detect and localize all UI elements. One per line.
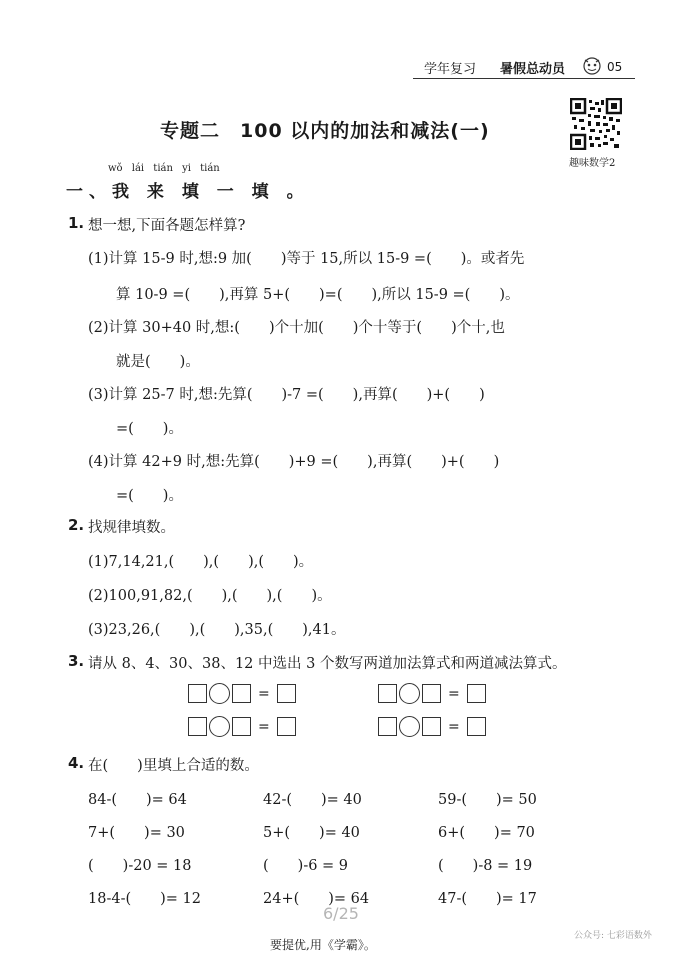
equals-sign: = [448, 685, 460, 702]
mascot-icon [580, 54, 604, 78]
qr-code-icon[interactable] [570, 98, 622, 150]
blank-box[interactable] [277, 717, 296, 736]
q4-number: 4. [68, 754, 85, 772]
section-pinyin: wǒ lái tián yi tián [108, 163, 220, 174]
blank-box[interactable] [232, 684, 251, 703]
blank-box[interactable] [378, 684, 397, 703]
q1-line-7: (4)计算 42+9 时,想:先算( )+9 =( ),再算( )+( ) [88, 454, 500, 470]
q2-line-2: (2)100,91,82,( ),( ),( )。 [88, 588, 332, 604]
qr-caption: 趣味数学2 [569, 158, 616, 169]
operator-circle[interactable] [399, 716, 420, 737]
q1-line-3: (2)计算 30+40 时,想:( )个十加( )个十等于( )个十,也 [88, 320, 505, 336]
q4-item: 6+( )= 70 [438, 825, 535, 841]
q1-line-6: =( )。 [116, 421, 183, 437]
blank-box[interactable] [378, 717, 397, 736]
operator-circle[interactable] [399, 683, 420, 704]
q3-number: 3. [68, 652, 85, 670]
q3-text: 请从 8、4、30、38、12 中选出 3 个数写两道加法算式和两道减法算式。 [88, 656, 567, 672]
q2-number: 2. [68, 516, 85, 534]
equals-sign: = [448, 718, 460, 735]
q4-text: 在( )里填上合适的数。 [88, 758, 259, 774]
equals-sign: = [258, 718, 270, 735]
page-counter: 6/25 [323, 904, 359, 923]
header-rule [413, 78, 635, 79]
blank-box[interactable] [467, 684, 486, 703]
q1-line-1: (1)计算 15-9 时,想:9 加( )等于 15,所以 15-9 =( )。或者先 [88, 251, 525, 267]
q2-text: 找规律填数。 [88, 520, 175, 536]
q2-line-1: (1)7,14,21,( ),( ),( )。 [88, 554, 314, 570]
watermark: 公众号: 七彩语数外 [574, 931, 652, 941]
q1-line-4: 就是( )。 [116, 354, 200, 370]
q1-number: 1. [68, 214, 85, 232]
q4-item: ( )-20 = 18 [88, 858, 192, 874]
q1-line-5: (3)计算 25-7 时,想:先算( )-7 =( ),再算( )+( ) [88, 387, 485, 403]
q4-item: 7+( )= 30 [88, 825, 185, 841]
operator-circle[interactable] [209, 716, 230, 737]
header-brand: 暑假总动员 [500, 62, 566, 77]
q4-item: 84-( )= 64 [88, 792, 187, 808]
operator-circle[interactable] [209, 683, 230, 704]
q4-item: 18-4-( )= 12 [88, 891, 201, 907]
blank-box[interactable] [467, 717, 486, 736]
q4-item: 24+( )= 64 [263, 891, 370, 907]
blank-box[interactable] [232, 717, 251, 736]
blank-box[interactable] [277, 684, 296, 703]
q4-item: 5+( )= 40 [263, 825, 360, 841]
q4-item: ( )-6 = 9 [263, 858, 349, 874]
equation-sub-2 [378, 716, 486, 738]
equation-sub-1 [378, 683, 486, 705]
q1-line-2: 算 10-9 =( ),再算 5+( )=( ),所以 15-9 =( )。 [116, 287, 520, 303]
q4-item: 47-( )= 17 [438, 891, 537, 907]
q4-item: ( )-8 = 19 [438, 858, 533, 874]
header-page-number: 05 [607, 60, 623, 74]
q4-item: 42-( )= 40 [263, 792, 362, 808]
q2-line-3: (3)23,26,( ),( ),35,( ),41。 [88, 622, 346, 638]
blank-box[interactable] [188, 717, 207, 736]
q4-item: 59-( )= 50 [438, 792, 537, 808]
header-review: 学年复习 [424, 62, 477, 77]
page-title: 专题二 100 以内的加法和减法(一) [160, 120, 490, 142]
equation-add-1 [188, 683, 296, 705]
blank-box[interactable] [422, 717, 441, 736]
section-heading: 一、我 来 填 一 填 。 [66, 182, 310, 202]
footer-slogan: 要提优,用《学霸》。 [270, 938, 376, 952]
blank-box[interactable] [188, 684, 207, 703]
equals-sign: = [258, 685, 270, 702]
equation-add-2 [188, 716, 296, 738]
q1-text: 想一想,下面各题怎样算? [88, 218, 246, 234]
blank-box[interactable] [422, 684, 441, 703]
q1-line-8: =( )。 [116, 488, 183, 504]
